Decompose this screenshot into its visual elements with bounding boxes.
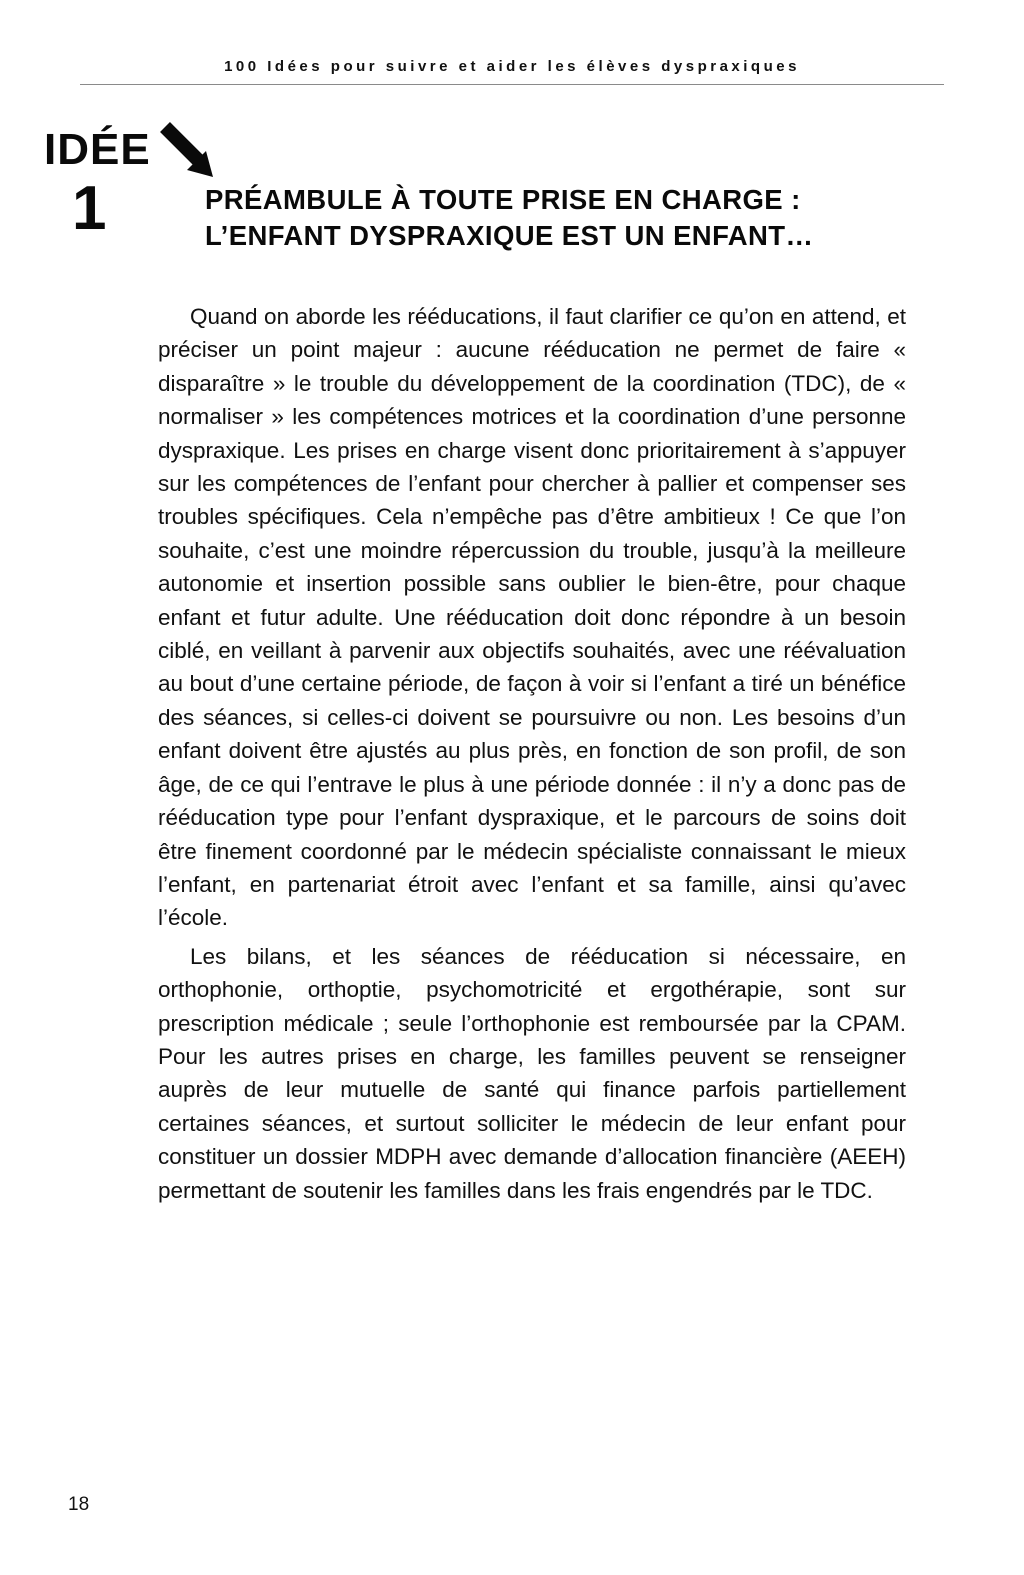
chapter-title-line2: L’ENFANT DYSPRAXIQUE EST UN ENFANT…	[205, 220, 814, 251]
running-head-title: 100 Idées pour suivre et aider les élèves dyspraxiques	[224, 58, 800, 75]
idea-number: 1	[72, 174, 107, 243]
body-text	[158, 300, 906, 1207]
arrow-down-right-icon	[156, 120, 218, 187]
idea-label: IDÉE	[44, 125, 151, 174]
chapter-title	[205, 182, 915, 254]
idea-block	[44, 125, 194, 243]
page-number: 18	[68, 1494, 90, 1515]
paragraph-2: Les bilans, et les séances de rééducation si nécessaire, en orthophonie, orthoptie, psychomotricité et ergothérapie, sont sur prescription médicale ; seule l’orthophonie est remboursée par la CPAM. Pour les autres prises en charge, les familles peuvent se renseigner auprès de leur mutuelle de santé qui finance parfois partiellement certaines séances, et surtout solliciter le médecin de leur enfant pour constituer un dossier MDPH avec demande d’allocation financière (AEEH) permettant de soutenir les familles dans les frais engendrés par le TDC.	[158, 943, 906, 1203]
paragraph-1: Quand on aborde les rééducations, il faut clarifier ce qu’on en attend, et préciser un point majeur : aucune rééducation ne permet de faire « disparaître » le trouble du développement de la coordination (TDC), de « normaliser » les compétences motrices et la coordination d’une personne dyspraxique. Les prises en charge visent donc prioritairement à s’appuyer sur les compétences de l’enfant pour chercher à pallier et compenser ses troubles spécifiques. Cela n’empêche pas d’être ambitieux ! Ce que l’on souhaite, c’est une moindre répercussion du trouble, jusqu’à la meilleure autonomie et insertion possible sans oublier le bien-être, pour chaque enfant et futur adulte. Une rééducation doit donc répondre à un besoin ciblé, en veillant à parvenir aux objectifs souhaités, avec une réévaluation au bout d’une certaine période, de façon à voir si l’enfant a tiré un bénéfice des séances, si celles-ci doivent se poursuivre ou non. Les besoins d’un enfant doivent être ajustés au plus près, en fonction de son profil, de son âge, de ce qui l’entrave le plus à une période donnée : il n’y a donc pas de rééducation type pour l’enfant dyspraxique, et le parcours de soins doit être finement coordonné par le médecin spécialiste connaissant le mieux l’enfant, en partenariat étroit avec l’enfant et sa famille, ainsi qu’avec l’école.	[158, 304, 906, 931]
chapter-title-line1: PRÉAMBULE À TOUTE PRISE EN CHARGE :	[205, 184, 801, 215]
header-rule	[80, 84, 944, 85]
